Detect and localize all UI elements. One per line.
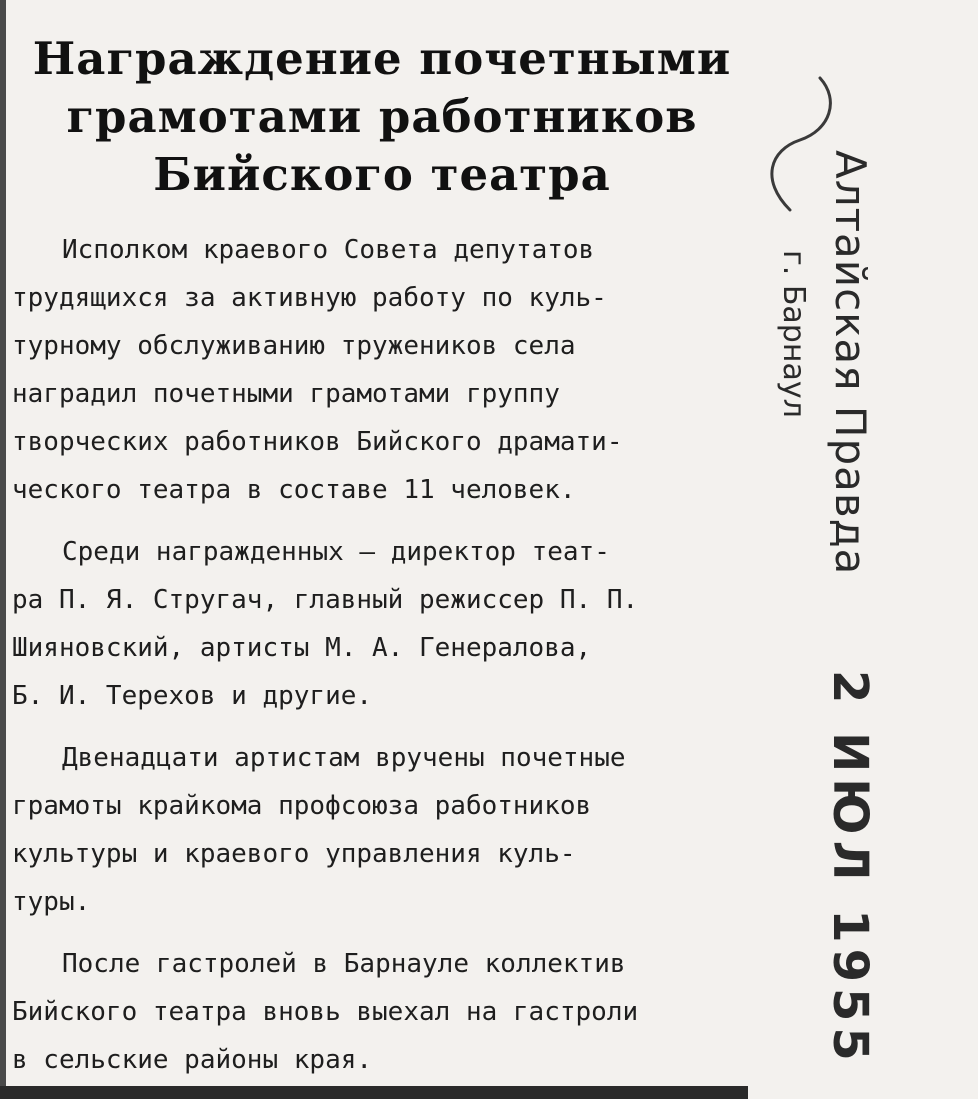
- bottom-rule: [0, 1086, 748, 1099]
- text-line: трудящихся за активную работу по куль-: [12, 283, 607, 313]
- text-line: Исполком краевого Совета депутатов: [62, 235, 595, 265]
- text-line: турному обслуживанию тружеников села: [12, 331, 576, 361]
- text-line: культуры и краевого управления куль-: [12, 839, 576, 869]
- text-line: Двенадцати артистам вручены почетные: [62, 743, 626, 773]
- article: [12, 30, 752, 1098]
- paragraph-4: [12, 940, 752, 1084]
- text-line: наградил почетными грамотами группу: [12, 379, 560, 409]
- publication-date: 2 ИЮЛ 1955: [822, 670, 878, 1067]
- text-line: Шияновский, артисты М. А. Генералова,: [12, 633, 592, 663]
- text-line: ра П. Я. Стругач, главный режиссер П. П.: [12, 585, 639, 615]
- city-name: г. Барнаул: [776, 250, 811, 418]
- text-line: Б. И. Терехов и другие.: [12, 681, 373, 711]
- headline-line-1: Награждение почетными: [32, 32, 732, 85]
- text-line: Среди награжденных — директор теат-: [62, 537, 610, 567]
- newspaper-name: Алтайская Правда: [826, 150, 875, 576]
- text-line: туры.: [12, 887, 91, 917]
- article-headline: [12, 30, 752, 204]
- text-line: После гастролей в Барнауле коллектив: [62, 949, 626, 979]
- paragraph-1: [12, 226, 752, 514]
- paragraph-2: [12, 528, 752, 720]
- text-line: Бийского театра вновь выехал на гастроли: [12, 997, 639, 1027]
- source-annotation: [776, 150, 896, 1070]
- text-line: творческих работников Бийского драмати-: [12, 427, 623, 457]
- headline-line-3: Бийского театра: [153, 148, 611, 201]
- clipping-edge: [0, 0, 6, 1099]
- paragraph-3: [12, 734, 752, 926]
- headline-line-2: грамотами работников: [66, 90, 698, 143]
- text-line: в сельские районы края.: [12, 1045, 373, 1075]
- text-line: ческого театра в составе 11 человек.: [12, 475, 576, 505]
- text-line: грамоты крайкома профсоюза работников: [12, 791, 592, 821]
